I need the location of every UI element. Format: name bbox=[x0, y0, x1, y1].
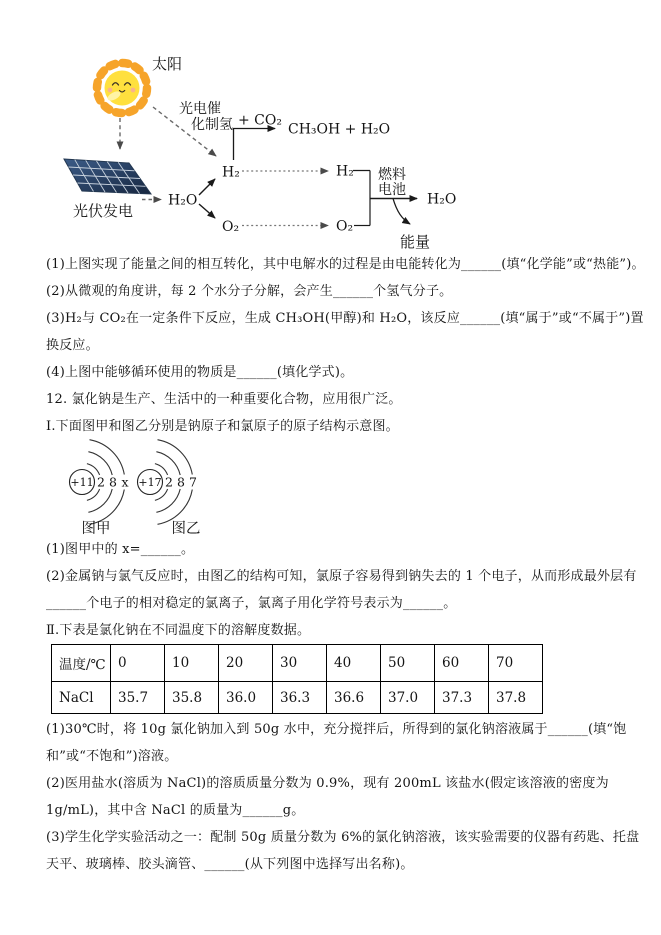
chlorine-shell-3: 7 bbox=[189, 474, 197, 490]
q12-sub2: (2)金属钠与氯气反应时，由图乙的结构可知，氯原子容易得到钠失去的 1 个电子，从而形成最外层有______个电子的相对稳定的氯离子，氯离子用化学符号表示为______。 bbox=[46, 569, 637, 611]
fuel-cell-label-line2: 电池 bbox=[378, 182, 406, 198]
q11-sub2: (2)从微观的角度讲，每 2 个水分子分解，会产生______个氢气分子。 bbox=[46, 284, 453, 299]
atom-caption-jia: 图甲 bbox=[81, 521, 111, 536]
water-to-h2-arrow bbox=[199, 179, 215, 195]
table-cell-sol-40: 36.6 bbox=[327, 682, 381, 714]
table-cell-sol-30: 36.3 bbox=[273, 682, 327, 714]
atom-diagram-chlorine bbox=[138, 440, 201, 536]
o2-node-1: O₂ bbox=[222, 219, 240, 235]
table-cell-temp-60: 60 bbox=[435, 645, 489, 682]
atom-diagram-sodium bbox=[70, 440, 129, 536]
table-cell-temp-0: 0 bbox=[111, 645, 165, 682]
fuel-cell-bracket bbox=[353, 171, 370, 226]
sodium-shell-1: 2 bbox=[97, 474, 105, 490]
fuel-cell-label-line1: 燃料 bbox=[378, 167, 406, 183]
o2-node-2: O₂ bbox=[336, 218, 354, 235]
q12-sub5: (3)学生化学实验活动之一：配制 50g 质量分数为 6%的氯化钠溶液，该实验需要的仪器有药匙、托盘天平、玻璃棒、胶头滴管、______(从下列图中选择写出名称)。 bbox=[46, 830, 640, 872]
sodium-shell-2: 8 bbox=[109, 474, 117, 490]
table-cell-temp-70: 70 bbox=[489, 645, 543, 682]
chlorine-shell-2: 8 bbox=[177, 474, 185, 490]
energy-label: 能量 bbox=[400, 233, 431, 251]
sodium-shell-3: x bbox=[121, 474, 129, 490]
water-label-left: H₂O bbox=[168, 192, 198, 209]
atomic-structure-diagrams bbox=[55, 436, 230, 536]
table-cell-nacl-label: NaCl bbox=[52, 682, 111, 714]
table-cell-temp-20: 20 bbox=[219, 645, 273, 682]
sun-icon bbox=[97, 63, 147, 113]
water-to-o2-arrow bbox=[199, 204, 215, 218]
solubility-table-header-row bbox=[52, 645, 543, 682]
table-cell-sol-20: 36.0 bbox=[219, 682, 273, 714]
table-cell-sol-60: 37.3 bbox=[435, 682, 489, 714]
h2-node-2: H₂ bbox=[336, 163, 354, 180]
methanol-label: CH₃OH + H₂O bbox=[288, 121, 391, 138]
table-cell-sol-0: 35.7 bbox=[111, 682, 165, 714]
chlorine-nucleus-charge: +17 bbox=[138, 476, 162, 489]
q11-sub1: (1)上图实现了能量之间的相互转化，其中电解水的过程是由电能转化为______(填“化学能”或“热能”)。 bbox=[46, 257, 645, 272]
table-cell-sol-10: 35.8 bbox=[165, 682, 219, 714]
catalysis-label-line1: 光电催 bbox=[179, 101, 221, 117]
sun-label: 太阳 bbox=[152, 55, 183, 73]
q12-sub3: (1)30℃时，将 10g 氯化钠加入到 50g 水中，充分搅拌后，所得到的氯化钠溶液属于______(填“饱和”或“不饱和”)溶液。 bbox=[46, 722, 627, 764]
co2-label: + CO₂ bbox=[238, 112, 282, 129]
q12-intro: 12. 氯化钠是生产、生活中的一种重要化合物，应用很广泛。 bbox=[46, 392, 402, 407]
h2-to-methanol-line bbox=[234, 129, 276, 161]
table-cell-temp-40: 40 bbox=[327, 645, 381, 682]
table-cell-temp-label: 温度/℃ bbox=[52, 645, 111, 682]
sodium-nucleus-charge: +11 bbox=[70, 476, 94, 489]
table-cell-temp-10: 10 bbox=[165, 645, 219, 682]
pv-label: 光伏发电 bbox=[73, 202, 134, 220]
energy-arrow bbox=[393, 199, 410, 225]
q12-sub4: (2)医用盐水(溶质为 NaCl)的溶质质量分数为 0.9%，现有 200mL 该盐水(假定该溶液的密度为 1g/mL)，其中含 NaCl 的质量为______g。 bbox=[46, 776, 609, 818]
q12-part1-heading: Ⅰ.下面图甲和图乙分别是钠原子和氯原子的原子结构示意图。 bbox=[46, 419, 399, 434]
table-cell-sol-50: 37.0 bbox=[381, 682, 435, 714]
q11-sub3: (3)H₂与 CO₂在一定条件下反应，生成 CH₃OH(甲醇)和 H₂O，该反应______(填“属于”或“不属于”)置换反应。 bbox=[46, 311, 644, 353]
catalysis-label-line2: 化制氢 bbox=[191, 117, 233, 133]
table-cell-temp-50: 50 bbox=[381, 645, 435, 682]
q12-sub1: (1)图甲中的 x=______。 bbox=[46, 542, 195, 557]
water-label-right: H₂O bbox=[427, 191, 457, 208]
chlorine-shell-1: 2 bbox=[165, 474, 173, 490]
table-cell-temp-30: 30 bbox=[273, 645, 327, 682]
energy-conversion-diagram bbox=[55, 45, 525, 257]
q12-part2-heading: Ⅱ.下表是氯化钠在不同温度下的溶解度数据。 bbox=[46, 623, 311, 638]
table-cell-sol-70: 37.8 bbox=[489, 682, 543, 714]
atom-caption-yi: 图乙 bbox=[171, 521, 201, 536]
solubility-table-data-row bbox=[52, 682, 543, 714]
solar-panel-icon bbox=[64, 159, 151, 194]
solubility-table bbox=[51, 644, 543, 714]
h2-node-1: H₂ bbox=[222, 164, 240, 181]
q11-sub4: (4)上图中能够循环使用的物质是______(填化学式)。 bbox=[46, 365, 354, 380]
